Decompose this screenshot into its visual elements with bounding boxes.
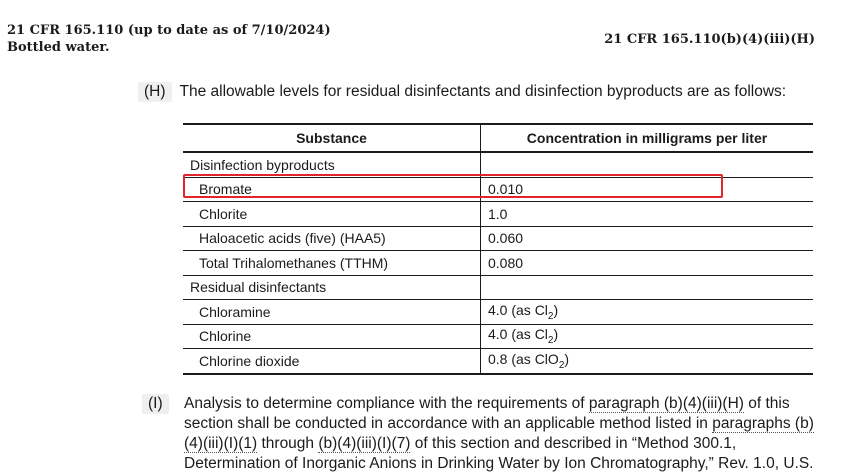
table-row [183, 275, 813, 300]
section-subtitle: Bottled water. [7, 40, 110, 55]
document-header [7, 22, 331, 56]
value-cell: 0.060 [481, 226, 814, 251]
paragraph-link-i1[interactable]: paragraphs (b)(4)(iii)(I)(1) [184, 415, 814, 452]
paragraph-h-text: The allowable levels for residual disinfectants and disinfection byproducts are as follows: [179, 83, 787, 100]
column-header-concentration: Concentration in milligrams per liter [481, 124, 814, 152]
table-row [183, 226, 813, 251]
value-cell: 0.010 [481, 177, 814, 202]
paragraph-marker-i[interactable]: (I) [142, 394, 169, 414]
column-header-substance: Substance [183, 124, 481, 152]
substance-cell: Chlorite [183, 202, 481, 227]
substance-cell: Bromate [183, 177, 481, 202]
substance-cell: Chlorine [183, 324, 481, 349]
table-row [183, 349, 813, 374]
value-cell: 4.0 (as $Cl_2$) [481, 300, 814, 325]
citation-line: 21 CFR 165.110 (up to date as of 7/10/2024) [7, 23, 331, 38]
substance-cell: Haloacetic acids (five) (HAA5) [183, 226, 481, 251]
table-row [183, 177, 813, 202]
group-label: Disinfection byproducts [183, 152, 481, 177]
value-cell: 1.0 [481, 202, 814, 227]
table-row [183, 324, 813, 349]
paragraph-link-h[interactable]: paragraph (b)(4)(iii)(H) [588, 395, 744, 412]
value-cell [481, 152, 814, 177]
value-cell: 0.080 [481, 251, 814, 276]
right-citation: 21 CFR 165.110(b)(4)(iii)(H) [604, 32, 815, 47]
value-cell: 4.0 (as $Cl_2$) [481, 324, 814, 349]
substance-cell: Total Trihalomethanes (TTHM) [183, 251, 481, 276]
table-row [183, 251, 813, 276]
disinfectant-levels-table [183, 123, 813, 375]
group-label: Residual disinfectants [183, 275, 481, 300]
paragraph-i-text: Analysis to determine compliance with the requirements of paragraph (b)(4)(iii)(H) of this section shall be conducted in accordance with an applicable method listed in paragraphs (b)(4)(iii)(I)(1) through (b)(4)(iii)(I)(7) of this section and described in “Method 300.1, Determination of Inorganic Anions in Drinking Water by Ion Chromatography,” Rev. 1.0, U.S. [184, 395, 814, 472]
value-cell: 0.8 (as ClO$_2$) [481, 349, 814, 374]
paragraph-link-i7[interactable]: (b)(4)(iii)(I)(7) [318, 435, 411, 452]
value-cell [481, 275, 814, 300]
table-row [183, 300, 813, 325]
paragraph-marker-h[interactable]: (H) [138, 82, 172, 102]
table-header-row [183, 124, 813, 152]
paragraph-h [138, 82, 818, 102]
table-row [183, 152, 813, 177]
substance-cell: Chlorine dioxide [183, 349, 481, 374]
substance-cell: Chloramine [183, 300, 481, 325]
table-row [183, 202, 813, 227]
